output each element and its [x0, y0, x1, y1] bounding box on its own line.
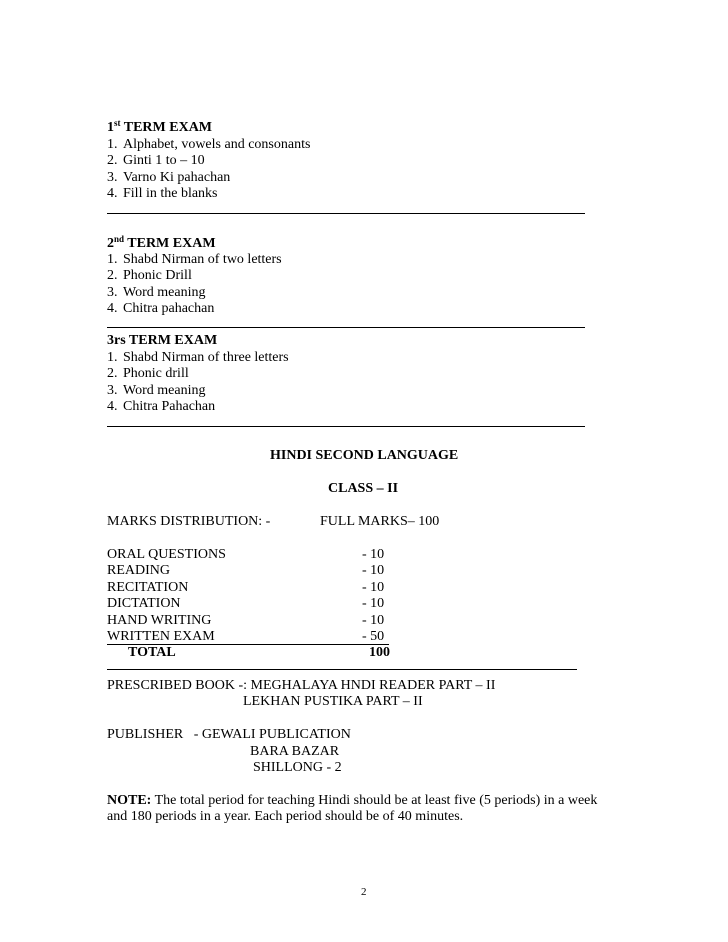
list-item: 3. Word meaning [107, 285, 206, 300]
marks-row-name: READING [107, 563, 170, 578]
note-line1: NOTE: The total period for teaching Hindi should be at least five (5 periods) in a week [107, 793, 598, 808]
list-item: 4. Chitra pahachan [107, 301, 215, 316]
term2-title: TERM EXAM [127, 236, 216, 251]
marks-row-value: - 10 [362, 563, 385, 578]
term1-title: TERM EXAM [123, 120, 213, 135]
list-item: 1. Shabd Nirman of three letters [107, 350, 289, 365]
marks-row-name: RECITATION [107, 580, 189, 595]
term2-suffix: nd [114, 234, 125, 244]
divider [107, 669, 577, 670]
list-item: 2. Phonic drill [107, 366, 189, 381]
list-item: 3. Word meaning [107, 383, 206, 398]
list-item: 1. Alphabet, vowels and consonants [107, 137, 311, 152]
subject-heading: HINDI SECOND LANGUAGE [270, 448, 459, 463]
list-item: 3. Varno Ki pahachan [107, 170, 231, 185]
term1-heading [107, 120, 212, 136]
class-heading: CLASS – II [328, 481, 399, 496]
prescribed-book-second: LEKHAN PUSTIKA PART – II [243, 694, 423, 709]
marks-row-name: DICTATION [107, 596, 181, 611]
full-marks: FULL MARKS– 100 [320, 514, 440, 529]
list-item: 1. Shabd Nirman of two letters [107, 252, 282, 267]
page-number: 2 [361, 886, 367, 898]
publisher-line3: SHILLONG - 2 [253, 760, 342, 775]
term1-ordinal: 1 [107, 120, 114, 135]
marks-row-value: - 10 [362, 596, 385, 611]
marks-row-value: - 10 [362, 547, 385, 562]
marks-row-name: WRITTEN EXAM [107, 629, 215, 644]
marks-row-name: ORAL QUESTIONS [107, 547, 226, 562]
marks-row-value: - 50 [362, 629, 385, 644]
total-value: 100 [369, 645, 390, 660]
prescribed-book: PRESCRIBED BOOK -: MEGHALAYA HNDI READER PART – II [107, 678, 496, 693]
marks-row-name: HAND WRITING [107, 613, 212, 628]
divider [107, 213, 585, 214]
list-item: 4. Fill in the blanks [107, 186, 218, 201]
marks-row-value: - 10 [362, 613, 385, 628]
term2-heading [107, 236, 216, 252]
term3-heading: 3rs TERM EXAM [107, 333, 218, 348]
term2-ordinal: 2 [107, 236, 114, 251]
list-item: 4. Chitra Pahachan [107, 399, 216, 414]
publisher: PUBLISHER - GEWALI PUBLICATION [107, 727, 351, 742]
term1-suffix: st [114, 118, 121, 128]
divider [107, 327, 585, 328]
total-label: TOTAL [128, 645, 176, 660]
divider [107, 426, 585, 427]
list-item: 2. Phonic Drill [107, 268, 192, 283]
marks-distribution-label: MARKS DISTRIBUTION: - [107, 514, 271, 529]
publisher-line2: BARA BAZAR [250, 744, 340, 759]
note-line2: and 180 periods in a year. Each period should be of 40 minutes. [107, 809, 464, 824]
list-item: 2. Ginti 1 to – 10 [107, 153, 205, 168]
marks-row-value: - 10 [362, 580, 385, 595]
note-label: NOTE: [107, 793, 152, 808]
